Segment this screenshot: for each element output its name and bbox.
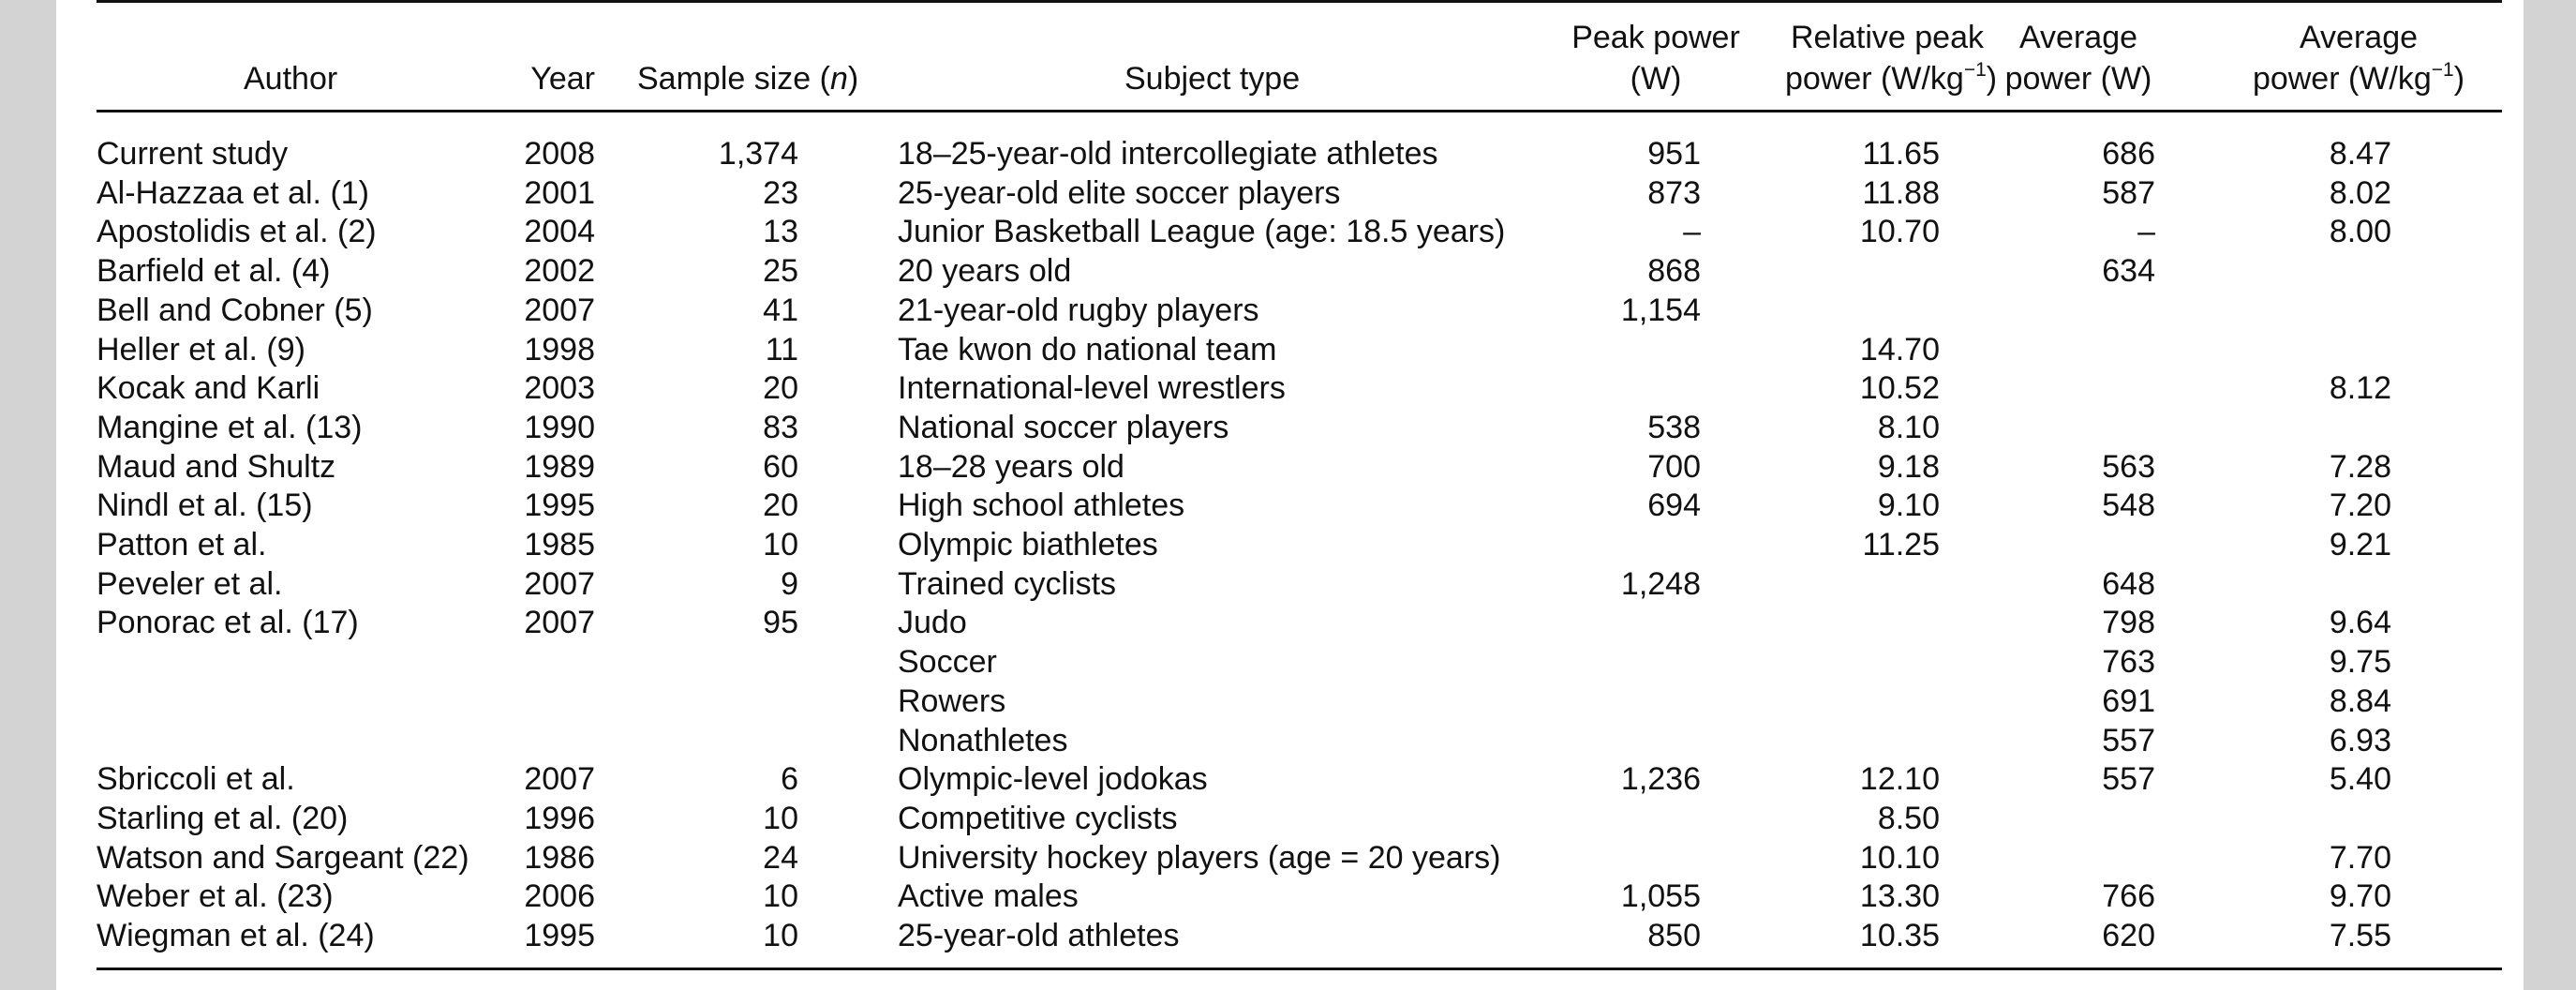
cell-avg: 691 — [2102, 682, 2155, 719]
cell-relpeak: 11.88 — [1862, 174, 1940, 211]
cell-peak: 951 — [1647, 136, 1701, 172]
cell-relpeak: 9.10 — [1877, 488, 1940, 524]
cell-n: 41 — [763, 292, 798, 328]
header-sample-size-n: n — [829, 61, 848, 97]
table-row — [0, 525, 2576, 564]
table-header-rule — [97, 110, 2502, 112]
cell-n: 83 — [763, 409, 798, 445]
cell-avgkg: 7.70 — [2329, 839, 2391, 876]
cell-year: 2003 — [524, 370, 595, 407]
header-average-power — [1998, 17, 2159, 99]
header-average-power-kg-unit: power (W/kg — [2252, 61, 2432, 97]
table-row — [0, 682, 2576, 721]
cell-avgkg: 7.55 — [2329, 918, 2391, 953]
table-row — [0, 642, 2576, 682]
cell-peak: 1,055 — [1620, 878, 1701, 915]
cell-author: Apostolidis et al. (2) — [97, 214, 377, 250]
cell-avgkg: 5.40 — [2329, 761, 2391, 798]
cell-author: Kocak and Karli — [97, 370, 320, 407]
cell-relpeak: 13.30 — [1859, 878, 1940, 915]
cell-author: Peveler et al. — [97, 565, 283, 602]
cell-subject: 25-year-old elite soccer players — [898, 174, 1341, 211]
header-relative-peak-line2 — [1785, 58, 1998, 99]
header-average-power-kg-exponent: −1 — [2431, 59, 2454, 81]
cell-relpeak: 11.65 — [1862, 136, 1940, 172]
cell-peak: 700 — [1647, 448, 1701, 485]
header-peak-power-line1: Peak power — [1571, 20, 1740, 55]
cell-year: 1986 — [524, 839, 595, 876]
cell-peak: 1,154 — [1620, 292, 1701, 328]
cell-n: 10 — [763, 918, 798, 953]
cell-peak: 868 — [1647, 253, 1701, 290]
cell-peak: – — [1683, 214, 1701, 250]
cell-year: 2007 — [524, 761, 595, 798]
cell-avg: 557 — [2102, 722, 2155, 758]
cell-avgkg: 7.20 — [2329, 488, 2391, 524]
cell-n: 9 — [781, 565, 798, 602]
cell-subject: National soccer players — [898, 409, 1229, 445]
cell-subject: 18–28 years old — [898, 448, 1124, 485]
cell-n: 20 — [763, 488, 798, 524]
cell-relpeak: 10.70 — [1859, 214, 1940, 250]
cell-year: 1995 — [524, 488, 595, 524]
cell-n: 1,374 — [718, 136, 798, 172]
header-sample-size-label: Sample size ( — [637, 61, 830, 97]
table-row — [0, 486, 2576, 525]
cell-author: Heller et al. (9) — [97, 331, 305, 368]
cell-relpeak: 12.10 — [1859, 761, 1940, 798]
header-sample-size-close: ) — [847, 61, 859, 97]
header-average-power-kg-line1: Average — [2299, 20, 2419, 55]
table-row — [0, 799, 2576, 838]
cell-n: 60 — [763, 448, 798, 485]
cell-subject: Active males — [898, 878, 1079, 915]
cell-author: Watson and Sargeant (22) — [97, 839, 469, 876]
cell-avg: 766 — [2102, 878, 2155, 915]
cell-subject: Competitive cyclists — [898, 800, 1178, 836]
cell-relpeak: 8.50 — [1877, 800, 1940, 836]
header-average-power-line1: Average — [2018, 20, 2138, 55]
cell-avgkg: 9.21 — [2329, 527, 2391, 562]
cell-year: 2007 — [524, 565, 595, 602]
header-relative-peak-exponent: −1 — [1963, 59, 1987, 81]
cell-peak: 694 — [1647, 488, 1701, 524]
cell-avg: 563 — [2102, 448, 2155, 485]
cell-year: 2007 — [524, 605, 595, 641]
cell-avg: 634 — [2102, 253, 2155, 290]
cell-author: Ponorac et al. (17) — [97, 605, 359, 641]
cell-year: 1998 — [524, 331, 595, 368]
cell-peak: 850 — [1647, 918, 1701, 953]
cell-author: Sbriccoli et al. — [97, 761, 295, 798]
header-sample-size — [637, 58, 858, 99]
cell-subject: Tae kwon do national team — [898, 331, 1277, 368]
table-row — [0, 134, 2576, 173]
cell-author: Current study — [97, 136, 289, 172]
table-row — [0, 173, 2576, 213]
table-row — [0, 368, 2576, 408]
cell-author: Barfield et al. (4) — [97, 253, 331, 290]
header-relative-peak-close: ) — [1986, 61, 1998, 97]
cell-author: Maud and Shultz — [97, 448, 336, 485]
table-row — [0, 212, 2576, 251]
cell-year: 1990 — [524, 409, 595, 445]
cell-avgkg: 6.93 — [2329, 722, 2391, 758]
header-average-power-line2: power (W) — [2004, 61, 2152, 97]
table-row — [0, 916, 2576, 955]
header-average-power-per-kg — [2230, 17, 2487, 99]
header-average-power-kg-line2 — [2230, 58, 2487, 99]
cell-author: Patton et al. — [97, 527, 267, 562]
cell-year: 1985 — [524, 527, 595, 562]
cell-subject: 21-year-old rugby players — [898, 292, 1259, 328]
table-row — [0, 447, 2576, 487]
table-row — [0, 408, 2576, 447]
cell-avg: 587 — [2102, 174, 2155, 211]
table-row — [0, 291, 2576, 330]
cell-year: 2006 — [524, 878, 595, 915]
table-row — [0, 603, 2576, 642]
cell-author: Nindl et al. (15) — [97, 488, 313, 524]
cell-n: 95 — [763, 605, 798, 641]
cell-relpeak: 10.35 — [1859, 918, 1940, 953]
cell-avg: 548 — [2102, 488, 2155, 524]
header-relative-peak-power — [1785, 17, 1998, 99]
cell-subject: 20 years old — [898, 253, 1072, 290]
cell-avg: 686 — [2102, 136, 2155, 172]
cell-n: 10 — [763, 527, 798, 562]
cell-avg: 648 — [2102, 565, 2155, 602]
table-row — [0, 564, 2576, 604]
cell-subject: Rowers — [898, 682, 1006, 719]
header-relative-peak-unit: power (W/kg — [1785, 61, 1964, 97]
cell-peak: 1,236 — [1620, 761, 1701, 798]
table-row — [0, 330, 2576, 369]
cell-avgkg: 8.12 — [2329, 370, 2391, 407]
cell-avgkg: 7.28 — [2329, 448, 2391, 485]
cell-relpeak: 8.10 — [1877, 409, 1940, 445]
table-row — [0, 721, 2576, 760]
cell-avgkg: 8.00 — [2329, 214, 2391, 250]
cell-year: 2001 — [524, 174, 595, 211]
header-peak-power-line2: (W) — [1630, 61, 1682, 97]
cell-year: 2002 — [524, 253, 595, 290]
table-bottom-rule — [97, 968, 2502, 970]
cell-author: Bell and Cobner (5) — [97, 292, 373, 328]
cell-year: 1996 — [524, 800, 595, 836]
cell-year: 2007 — [524, 292, 595, 328]
cell-author: Wiegman et al. (24) — [97, 918, 375, 953]
cell-subject: University hockey players (age = 20 years) — [898, 839, 1501, 876]
cell-year: 1995 — [524, 918, 595, 953]
cell-n: 6 — [781, 761, 798, 798]
cell-relpeak: 10.10 — [1859, 839, 1940, 876]
cell-avgkg: 9.64 — [2329, 605, 2391, 641]
cell-subject: Nonathletes — [898, 722, 1068, 758]
cell-subject: International-level wrestlers — [898, 370, 1286, 407]
cell-n: 10 — [763, 800, 798, 836]
header-year: Year — [530, 61, 595, 97]
header-relative-peak-line1: Relative peak — [1790, 20, 1984, 55]
cell-year: 1989 — [524, 448, 595, 485]
cell-year: 2004 — [524, 214, 595, 250]
cell-peak: 1,248 — [1620, 565, 1701, 602]
table-top-rule — [97, 0, 2502, 3]
cell-author: Al-Hazzaa et al. (1) — [97, 174, 369, 211]
cell-subject: Junior Basketball League (age: 18.5 years) — [898, 214, 1506, 250]
cell-subject: High school athletes — [898, 488, 1185, 524]
cell-relpeak: 14.70 — [1859, 331, 1940, 368]
cell-subject: Judo — [898, 605, 967, 641]
cell-subject: Trained cyclists — [898, 565, 1117, 602]
header-author: Author — [244, 61, 338, 97]
cell-n: 11 — [765, 331, 798, 368]
cell-avgkg: 9.75 — [2329, 644, 2391, 681]
cell-avg: 763 — [2102, 644, 2155, 681]
cell-n: 25 — [763, 253, 798, 290]
cell-relpeak: 11.25 — [1862, 527, 1940, 562]
cell-subject: Soccer — [898, 644, 997, 681]
header-peak-power — [1567, 17, 1745, 99]
cell-avg: – — [2137, 214, 2155, 250]
cell-avgkg: 8.02 — [2329, 174, 2391, 211]
cell-year: 2008 — [524, 136, 595, 172]
cell-avgkg: 8.84 — [2329, 682, 2391, 719]
cell-relpeak: 9.18 — [1877, 448, 1940, 485]
cell-avg: 798 — [2102, 605, 2155, 641]
cell-n: 24 — [763, 839, 798, 876]
cell-author: Mangine et al. (13) — [97, 409, 363, 445]
cell-n: 13 — [763, 214, 798, 250]
cell-peak: 538 — [1647, 409, 1701, 445]
table-row — [0, 877, 2576, 916]
table-row — [0, 838, 2576, 878]
cell-avg: 557 — [2102, 761, 2155, 798]
header-average-power-kg-close: ) — [2453, 61, 2465, 97]
cell-relpeak: 10.52 — [1859, 370, 1940, 407]
cell-avg: 620 — [2102, 918, 2155, 953]
table-row — [0, 251, 2576, 291]
table-row — [0, 759, 2576, 799]
cell-subject: 18–25-year-old intercollegiate athletes — [898, 136, 1438, 172]
cell-subject: 25-year-old athletes — [898, 918, 1180, 953]
cell-n: 10 — [763, 878, 798, 915]
cell-n: 20 — [763, 370, 798, 407]
cell-author: Starling et al. (20) — [97, 800, 349, 836]
cell-avgkg: 9.70 — [2329, 878, 2391, 915]
cell-subject: Olympic biathletes — [898, 527, 1158, 562]
cell-subject: Olympic-level jodokas — [898, 761, 1208, 798]
header-subject-type: Subject type — [1124, 61, 1301, 97]
cell-author: Weber et al. (23) — [97, 878, 334, 915]
cell-peak: 873 — [1647, 174, 1701, 211]
cell-n: 23 — [763, 174, 798, 211]
cell-avgkg: 8.47 — [2329, 136, 2391, 172]
